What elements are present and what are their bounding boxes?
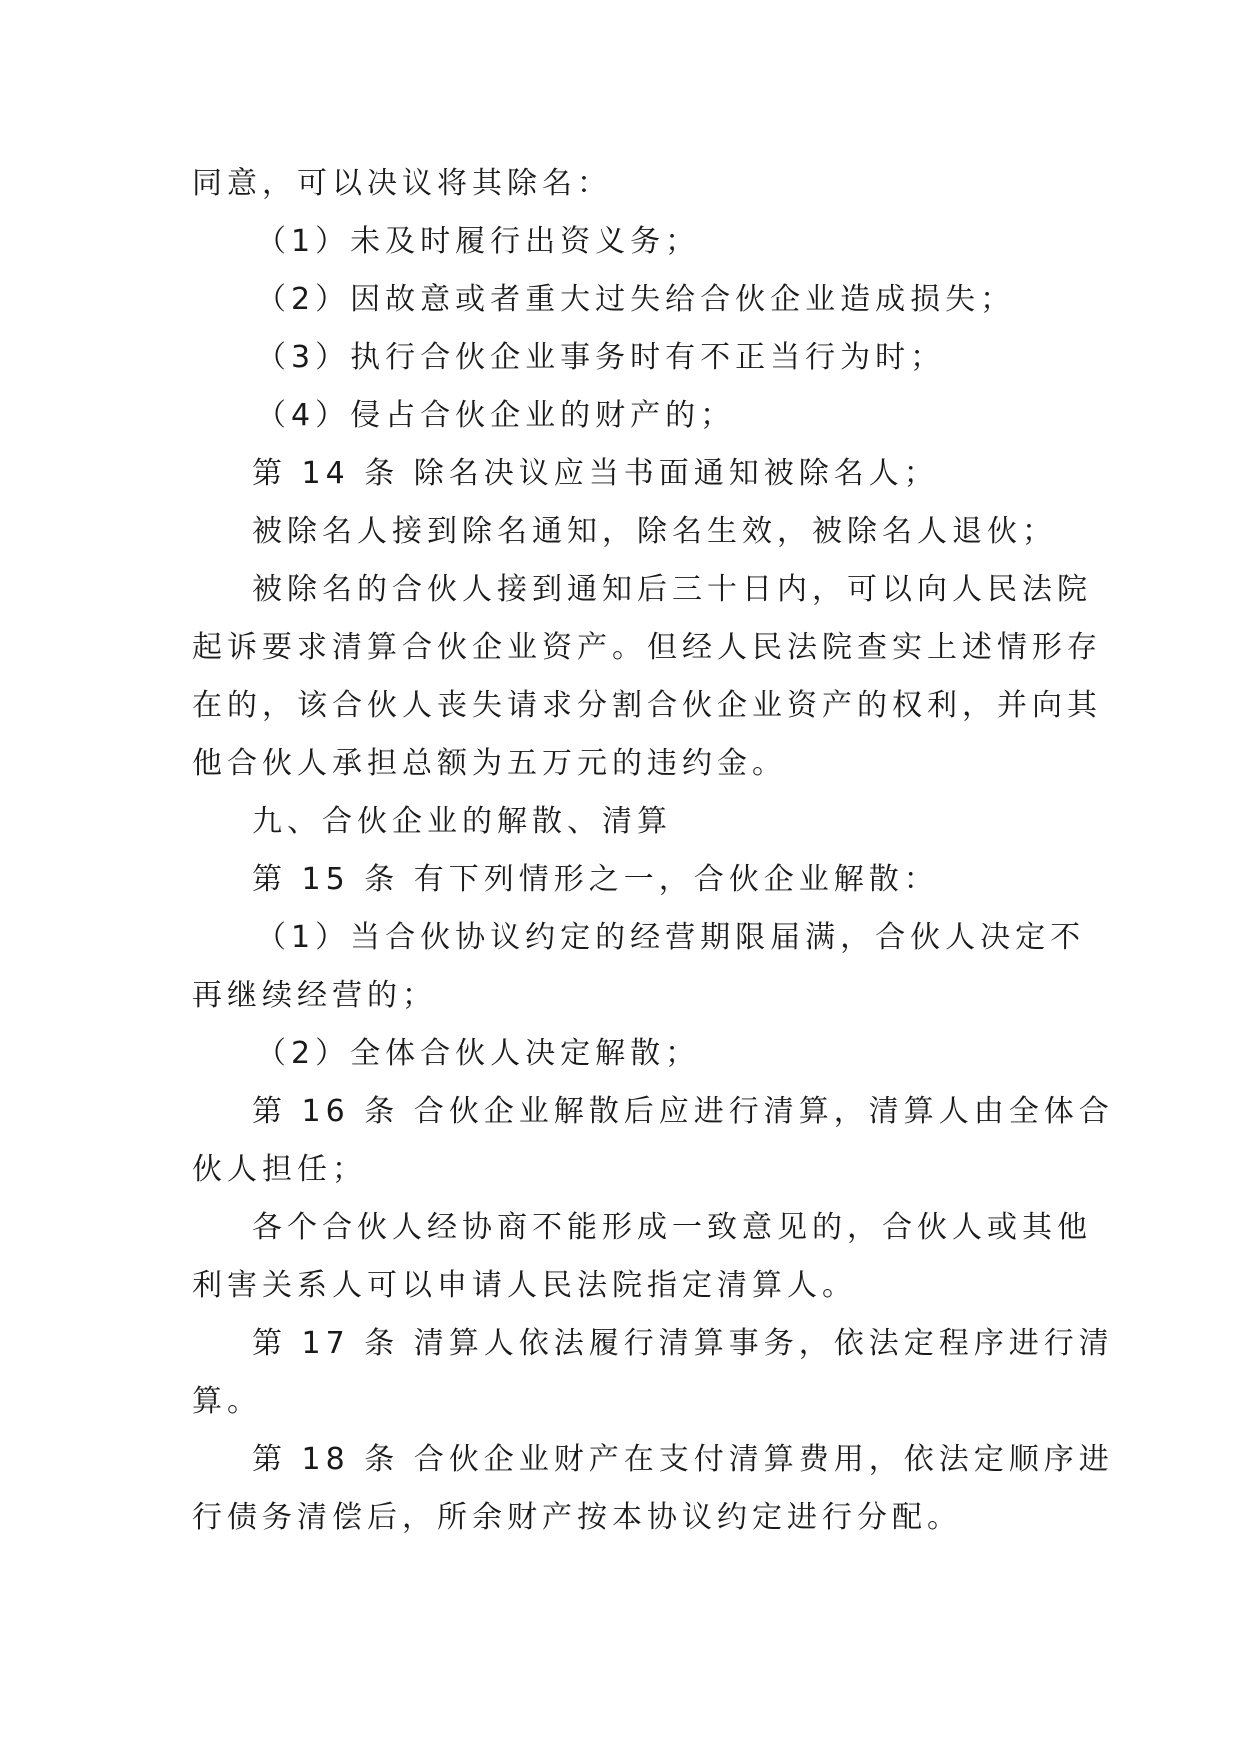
- list-item: （3）执行合伙企业事务时有不正当行为时；: [256, 340, 946, 375]
- paragraph: 被除名的合伙人接到通知后三十日内，可以向人民法院: [252, 572, 1092, 607]
- list-item: （1）当合伙协议约定的经营期限届满，合伙人决定不: [256, 920, 1086, 955]
- article-15: 第 15 条 有下列情形之一，合伙企业解散：: [252, 862, 939, 897]
- list-item: （2）全体合伙人决定解散；: [256, 1036, 701, 1071]
- paragraph-continuation: 再继续经营的；: [192, 978, 437, 1013]
- document-body: [192, 155, 1114, 1547]
- paragraph: 各个合伙人经协商不能形成一致意见的，合伙人或其他: [252, 1210, 1092, 1245]
- paragraph-continuation: 起诉要求清算合伙企业资产。但经人民法院查实上述情形存: [192, 630, 1102, 665]
- list-item: （1）未及时履行出资义务；: [256, 224, 701, 259]
- section-heading: 九、合伙企业的解散、清算: [252, 804, 672, 839]
- paragraph: 被除名人接到除名通知，除名生效，被除名人退伙；: [252, 514, 1057, 549]
- article-14: 第 14 条 除名决议应当书面通知被除名人；: [252, 456, 939, 491]
- paragraph-continuation: 伙人担任；: [192, 1152, 367, 1187]
- paragraph-continuation: 利害关系人可以申请人民法院指定清算人。: [192, 1268, 857, 1303]
- paragraph-continuation: 行债务清偿后，所余财产按本协议约定进行分配。: [192, 1500, 962, 1535]
- article-16: 第 16 条 合伙企业解散后应进行清算，清算人由全体合: [252, 1094, 1114, 1129]
- paragraph-continuation: 他合伙人承担总额为五万元的违约金。: [192, 746, 787, 781]
- paragraph-continuation: 算。: [192, 1384, 262, 1419]
- article-17: 第 17 条 清算人依法履行清算事务，依法定程序进行清: [252, 1326, 1114, 1361]
- list-item: （2）因故意或者重大过失给合伙企业造成损失；: [256, 282, 1016, 317]
- list-item: （4）侵占合伙企业的财产的；: [256, 398, 736, 433]
- paragraph-continuation: 在的，该合伙人丧失请求分割合伙企业资产的权利，并向其: [192, 688, 1102, 723]
- article-18: 第 18 条 合伙企业财产在支付清算费用，依法定顺序进: [252, 1442, 1114, 1477]
- text-line: 同意，可以决议将其除名：: [192, 166, 612, 201]
